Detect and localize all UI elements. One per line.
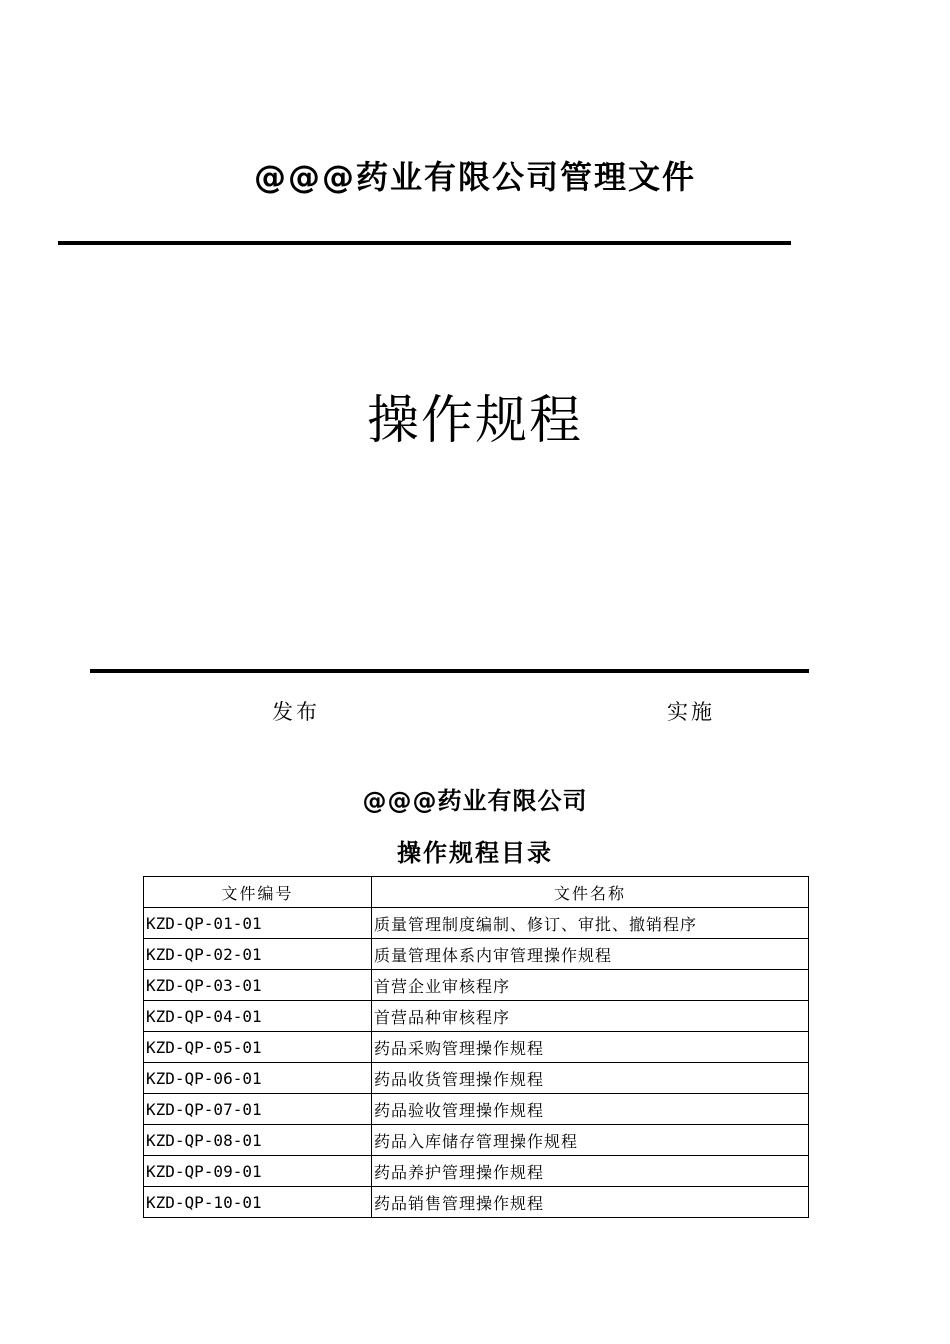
column-header-name: 文件名称 [372, 877, 809, 908]
publish-label: 发布 [272, 700, 320, 724]
table-row [144, 908, 809, 939]
doc-code: KZD-QP-08-01 [144, 1125, 372, 1156]
top-divider [58, 241, 791, 245]
doc-name: 药品采购管理操作规程 [372, 1032, 809, 1063]
doc-code: KZD-QP-02-01 [144, 939, 372, 970]
doc-code: KZD-QP-06-01 [144, 1063, 372, 1094]
table-row [144, 1125, 809, 1156]
doc-code: KZD-QP-01-01 [144, 908, 372, 939]
toc-header-row [144, 877, 809, 908]
doc-name: 药品入库储存管理操作规程 [372, 1125, 809, 1156]
header-title: @@@药业有限公司管理文件 [253, 158, 696, 196]
doc-name: 药品验收管理操作规程 [372, 1094, 809, 1125]
doc-name: 首营企业审核程序 [372, 970, 809, 1001]
doc-name: 药品销售管理操作规程 [372, 1187, 809, 1218]
doc-name: 质量管理制度编制、修订、审批、撤销程序 [372, 908, 809, 939]
implement-label: 实施 [667, 700, 715, 724]
doc-name: 首营品种审核程序 [372, 1001, 809, 1032]
toc-title: 操作规程目录 [397, 839, 553, 867]
doc-name: 药品养护管理操作规程 [372, 1156, 809, 1187]
doc-code: KZD-QP-09-01 [144, 1156, 372, 1187]
doc-code: KZD-QP-07-01 [144, 1094, 372, 1125]
table-row [144, 1063, 809, 1094]
doc-name: 药品收货管理操作规程 [372, 1063, 809, 1094]
table-row [144, 1094, 809, 1125]
bottom-divider [90, 669, 809, 673]
document-title: 操作规程 [366, 391, 583, 451]
doc-code: KZD-QP-03-01 [144, 970, 372, 1001]
doc-code: KZD-QP-04-01 [144, 1001, 372, 1032]
company-name: @@@药业有限公司 [362, 787, 588, 815]
doc-name: 质量管理体系内审管理操作规程 [372, 939, 809, 970]
table-row [144, 1187, 809, 1218]
table-row [144, 1156, 809, 1187]
doc-code: KZD-QP-05-01 [144, 1032, 372, 1063]
doc-code: KZD-QP-10-01 [144, 1187, 372, 1218]
column-header-code: 文件编号 [144, 877, 372, 908]
table-row [144, 939, 809, 970]
toc-table [143, 876, 809, 1218]
table-row [144, 1032, 809, 1063]
table-row [144, 970, 809, 1001]
table-row [144, 1001, 809, 1032]
